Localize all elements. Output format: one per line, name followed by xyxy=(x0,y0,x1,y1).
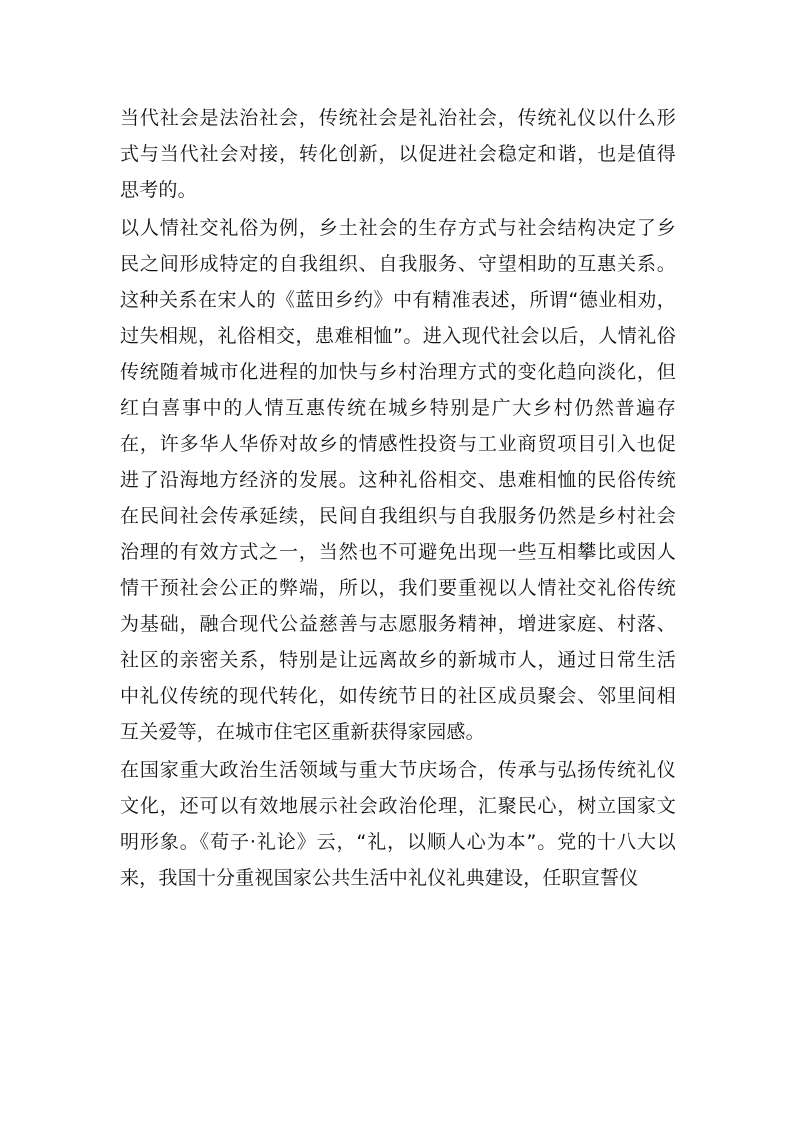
paragraph-rule-of-law: 当代社会是法治社会，传统社会是礼治社会，传统礼仪以什么形式与当代社会对接，转化创新，以促进社会稳定和谐，也是值得思考的。 xyxy=(120,107,676,201)
paragraph-social-customs: 以人情社交礼俗为例，乡土社会的生存方式与社会结构决定了乡民之间形成特定的自我组织、自我服务、守望相助的互惠关系。这种关系在宋人的《蓝田乡约》中有精准表述，所谓“德业相劝，过失相规，礼俗相交，患难相恤”。进入现代社会以后，人情礼俗传统随着城市化进程的加快与乡村治理方式的变化趋向淡化，但红白喜事中的人情互惠传统在城乡特别是广大乡村仍然普遍存在，许多华人华侨对故乡的情感性投资与工业商贸项目引入也促进了沿海地方经济的发展。这种礼俗相交、患难相恤的民俗传统在民间社会传承延续，民间自我组织与自我服务仍然是乡村社会治理的有效方式之一，当然也不可避免出现一些互相攀比或因人情干预社会公正的弊端，所以，我们要重视以人情社交礼俗传统为基础，融合现代公益慈善与志愿服务精神，增进家庭、村落、社区的亲密关系，特别是让远离故乡的新城市人，通过日常生活中礼仪传统的现代转化，如传统节日的社区成员聚会、邻里间相互关爱等，在城市住宅区重新获得家园感。 xyxy=(120,217,676,743)
paragraph-national-ritual: 在国家重大政治生活领域与重大节庆场合，传承与弘扬传统礼仪文化，还可以有效地展示社会政治伦理，汇聚民心，树立国家文明形象。《荀子·礼论》云，“礼，以顺人心为本”。党的十八大以来，我国十分重视国家公共生活中礼仪礼典建设，任职宣誓仪 xyxy=(120,759,676,889)
document-body xyxy=(120,100,676,898)
